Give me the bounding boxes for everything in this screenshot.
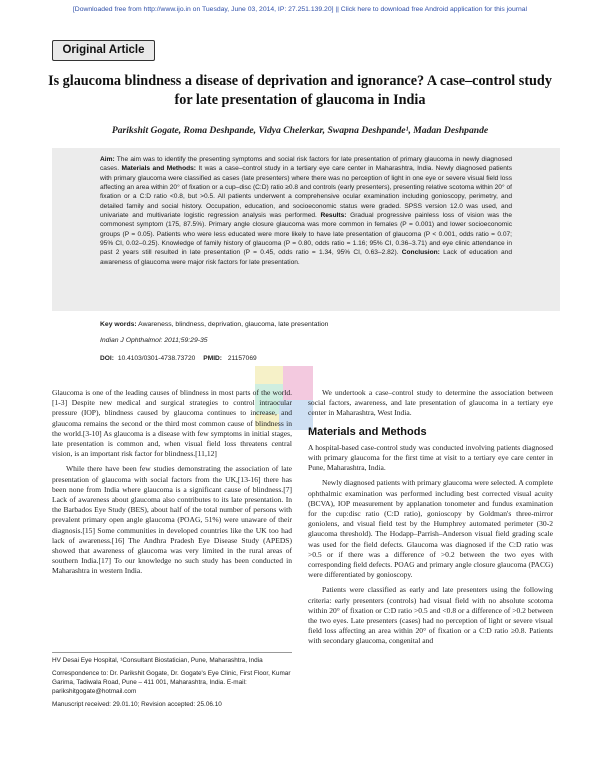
- doi-label: DOI:: [100, 355, 114, 362]
- methods-text: It was a case–control study in a tertiary eye care center in Maharashtra, India. Newly diagnosed patients with primary glaucoma were classified as cases (late presenters) where there was no perception of light in one eye or severe visual field loss affecting an area within 20° of fixation or a cup–disc (C:D) ratio ≥0.8 and controls (early presenters), presenting relative scotoma within 20° of fixation or a C:D ratio <0.8, but >0.5. All patients underwent a comprehensive ocular examination including gonioscopy, perimetry, and detailed family and social history. Occupation, education, and socioeconomic status were graded. SPSS version 12.0 was used, and univariate and multivariate logistic regression analysis was performed.: [100, 165, 513, 219]
- section-heading-methods: Materials and Methods: [308, 425, 427, 438]
- results-label: Results:: [320, 211, 347, 219]
- methods-paragraph-2: Newly diagnosed patients with primary glaucoma were selected. A complete ophthalmic examination was performed including best corrected visual acuity (BCVA), IOP measurement by applanation tonometer and fundus examination for the cup:disc ratio (C:D ratio), gonioscopy by Goldman's three-mirror goniolens, and visual field test by the Humphrey automated perimeter (30-2 glaucoma threshold). The Hodapp–Parrish–Anderson visual field grading scale was used for the field defects. Glaucoma was diagnosed if the C:D ratio was >0.5 or if there was a difference of >0.2 between the two eyes with corresponding field defects. POAG and primary angle closure glaucoma (PACG) were differentiated by gonioscopy.: [308, 478, 553, 580]
- download-banner[interactable]: [Downloaded free from http://www.ijo.in on Tuesday, June 03, 2014, IP: 27.251.139.20] || Click here to download free Android application for this journal: [72, 6, 528, 13]
- methods-paragraph-3: Patients were classified as early and late presenters using the following criteria: early presenters (controls) had visual field with no absolute scotoma within 20° of fixation or C:D ratio >0.5 and <0.8 or a difference of >0.2 between the two eyes. Late presenters (cases) had no perception of light or severe visual field loss affecting an area within 20° of fixation or a C:D ratio ≥0.8. Patients with secondary glaucoma, congenital and: [308, 585, 553, 646]
- manuscript-dates: Manuscript received: 29.01.10; Revision accepted: 25.06.10: [52, 700, 222, 708]
- results-text: Gradual progressive painless loss of vision was the commonest symptom (175, 87.5%). Primary angle closure glaucoma was more common in females (P = 0.001) and lower socioeconomic groups (P = 0.05). Patients who were less educated were more likely to have late presentation of glaucoma (P < 0.001, odds ratio = 0.07; 95% CI, 0.02–0.25). Knowledge of family history of glaucoma (P = 0.80, odds ratio = 1.16; 95% CI, 0.36–3.71) and eye clinic attendance in past 2 years still resulted in late presentation (P = 0.45, odds ratio = 1.34, 95% CI, 0.63–2.82).: [100, 211, 512, 257]
- pmid-label: PMID:: [203, 355, 222, 362]
- author-list: Parikshit Gogate, Roma Deshpande, Vidya Chelerkar, Swapna Deshpande¹, Madan Deshpande: [111, 125, 489, 136]
- journal-reference: Indian J Ophthalmol: 2011;59:29-35: [100, 337, 208, 344]
- article-type-label: Original Article: [52, 40, 155, 61]
- methods-paragraph-1: A hospital-based case-control study was conducted involving patients diagnosed with primary glaucoma for the first time at visit to a tertiary eye care center in Pune, Maharashtra, India.: [308, 442, 553, 473]
- methods-label: Materials and Methods:: [121, 165, 197, 173]
- doi-value[interactable]: 10.4103/0301-4738.73720: [117, 355, 196, 362]
- study-aim-paragraph: We undertook a case–control study to determine the association between social factors, awareness, and late presentation of glaucoma in a tertiary eye center in Maharashtra, West India.: [308, 388, 553, 418]
- left-column: [52, 388, 292, 582]
- intro-paragraph-1: Glaucoma is one of the leading causes of blindness in most parts of the world.[1-3] Despite new medical and surgical strategies to control intraocular pressure (IOP), blindness caused by glaucoma continues to increase, and glaucoma remains the second or the third most common cause of blindness in the world.[3-10] As glaucoma is a disease with few symptoms in initial stages, late presentation is common and, when visual field loss threatens central vision, is an important risk factor for blindness.[11,12]: [52, 388, 292, 459]
- conclusion-text: Lack of education and awareness of glaucoma were major risk factors for late presentation.: [100, 249, 512, 266]
- intro-paragraph-2: While there have been few studies demonstrating the association of late presentation of glaucoma with social factors from the UK,[13-16] there has been none from India where glaucoma is a significant cause of blindness.[7] Lack of awareness about glaucoma also contributes to its late presentation. In the Barbados Eye Study (BES), about half of the total number of persons with prevalent primary open angle glaucoma (POAG, 51%) were unaware of their diagnosis.[15] Some communities in developed countries like the UK too had lack of awareness.[16] The Andhra Pradesh Eye Disease Study (APEDS) showed that awareness of glaucoma was very limited in the rural areas of southern India.[17] To our knowledge no such study has been conducted in Maharashtra in western India.: [52, 464, 292, 576]
- affiliation-line: HV Desai Eye Hospital, ¹Consultant Biostatician, Pune, Maharashtra, India: [52, 657, 263, 664]
- abstract: [100, 155, 512, 267]
- conclusion-label: Conclusion:: [401, 249, 440, 257]
- article-title: Is glaucoma blindness a disease of deprivation and ignorance? A case–control study for late presentation of glaucoma in India: [48, 73, 552, 108]
- right-column: [308, 388, 553, 652]
- correspondence-line: Correspondence to: Dr. Parikshit Gogate, Dr. Gogate's Eye Clinic, First Floor, Kumar Garima, Tadiwala Road, Pune – 411 001, Maharashtra, India. E-mail: parikshitgogate@hotmail.com: [52, 669, 291, 695]
- affiliation-footnote: [52, 657, 294, 714]
- pmid-value[interactable]: 21157069: [227, 355, 257, 362]
- keywords-label: Key words:: [100, 321, 137, 328]
- keywords-text: Awareness, blindness, deprivation, glaucoma, late presentation: [138, 321, 329, 328]
- footnote-divider: [52, 652, 292, 653]
- doi-line: [100, 355, 257, 362]
- aim-label: Aim:: [100, 156, 115, 163]
- aim-text: The aim was to identify the presenting symptoms and social risk factors for late presentation of primary glaucoma in newly diagnosed cases.: [100, 156, 512, 173]
- keywords: [100, 321, 520, 328]
